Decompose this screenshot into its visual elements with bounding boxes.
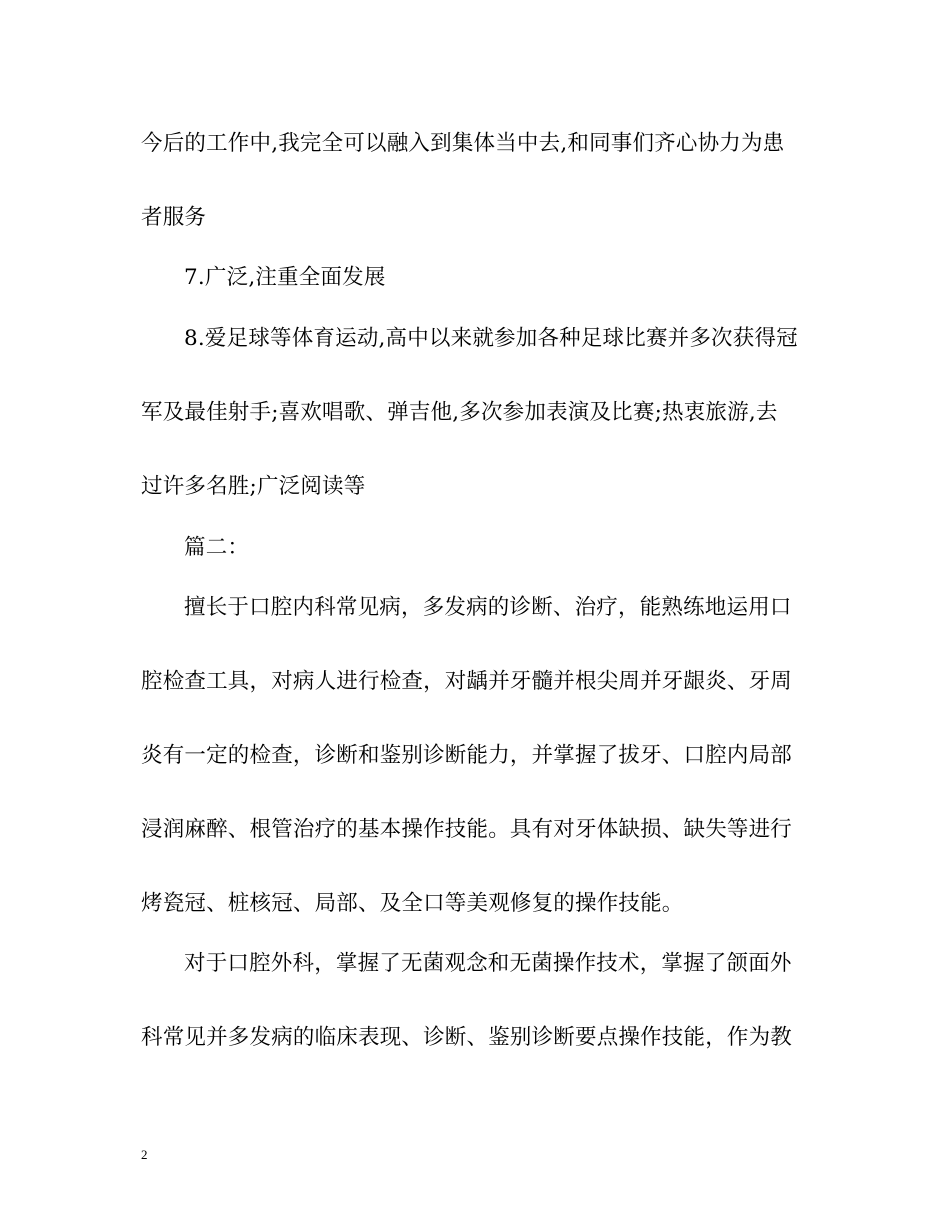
paragraph-line: 对于口腔外科，掌握了无菌观念和无菌操作技术，掌握了颌面外 (184, 951, 792, 976)
paragraph-line: 腔检查工具，对病人进行检查，对龋并牙髓并根尖周并牙龈炎、牙周 (141, 669, 793, 694)
paragraph-line: 科常见并多发病的临床表现、诊断、鉴别诊断要点操作技能，作为教 (141, 1025, 793, 1050)
text-line: 今后的工作中,我完全可以融入到集体当中去,和同事们齐心协力为患 (141, 131, 785, 156)
paragraph-line: 浸润麻醉、根管治疗的基本操作技能。具有对牙体缺损、缺失等进行 (141, 817, 793, 842)
list-item-8: 8.爱足球等体育运动,高中以来就参加各种足球比赛并多次获得冠 (184, 326, 798, 351)
paragraph-line: 烤瓷冠、桩核冠、局部、及全口等美观修复的操作技能。 (141, 891, 684, 916)
text-line: 者服务 (141, 205, 207, 230)
paragraph-line: 炎有一定的检查，诊断和鉴别诊断能力，并掌握了拔牙、口腔内局部 (141, 743, 793, 768)
text-line: 军及最佳射手;喜欢唱歌、弹吉他,多次参加表演及比赛;热衷旅游,去 (141, 400, 778, 425)
section-heading: 篇二： (184, 535, 250, 560)
page-number: 2 (141, 1147, 148, 1162)
paragraph-line: 擅长于口腔内科常见病，多发病的诊断、治疗，能熟练地运用口 (184, 595, 792, 620)
list-item-7: 7.广泛,注重全面发展 (184, 265, 386, 290)
text-line: 过许多名胜;广泛阅读等 (141, 474, 366, 499)
